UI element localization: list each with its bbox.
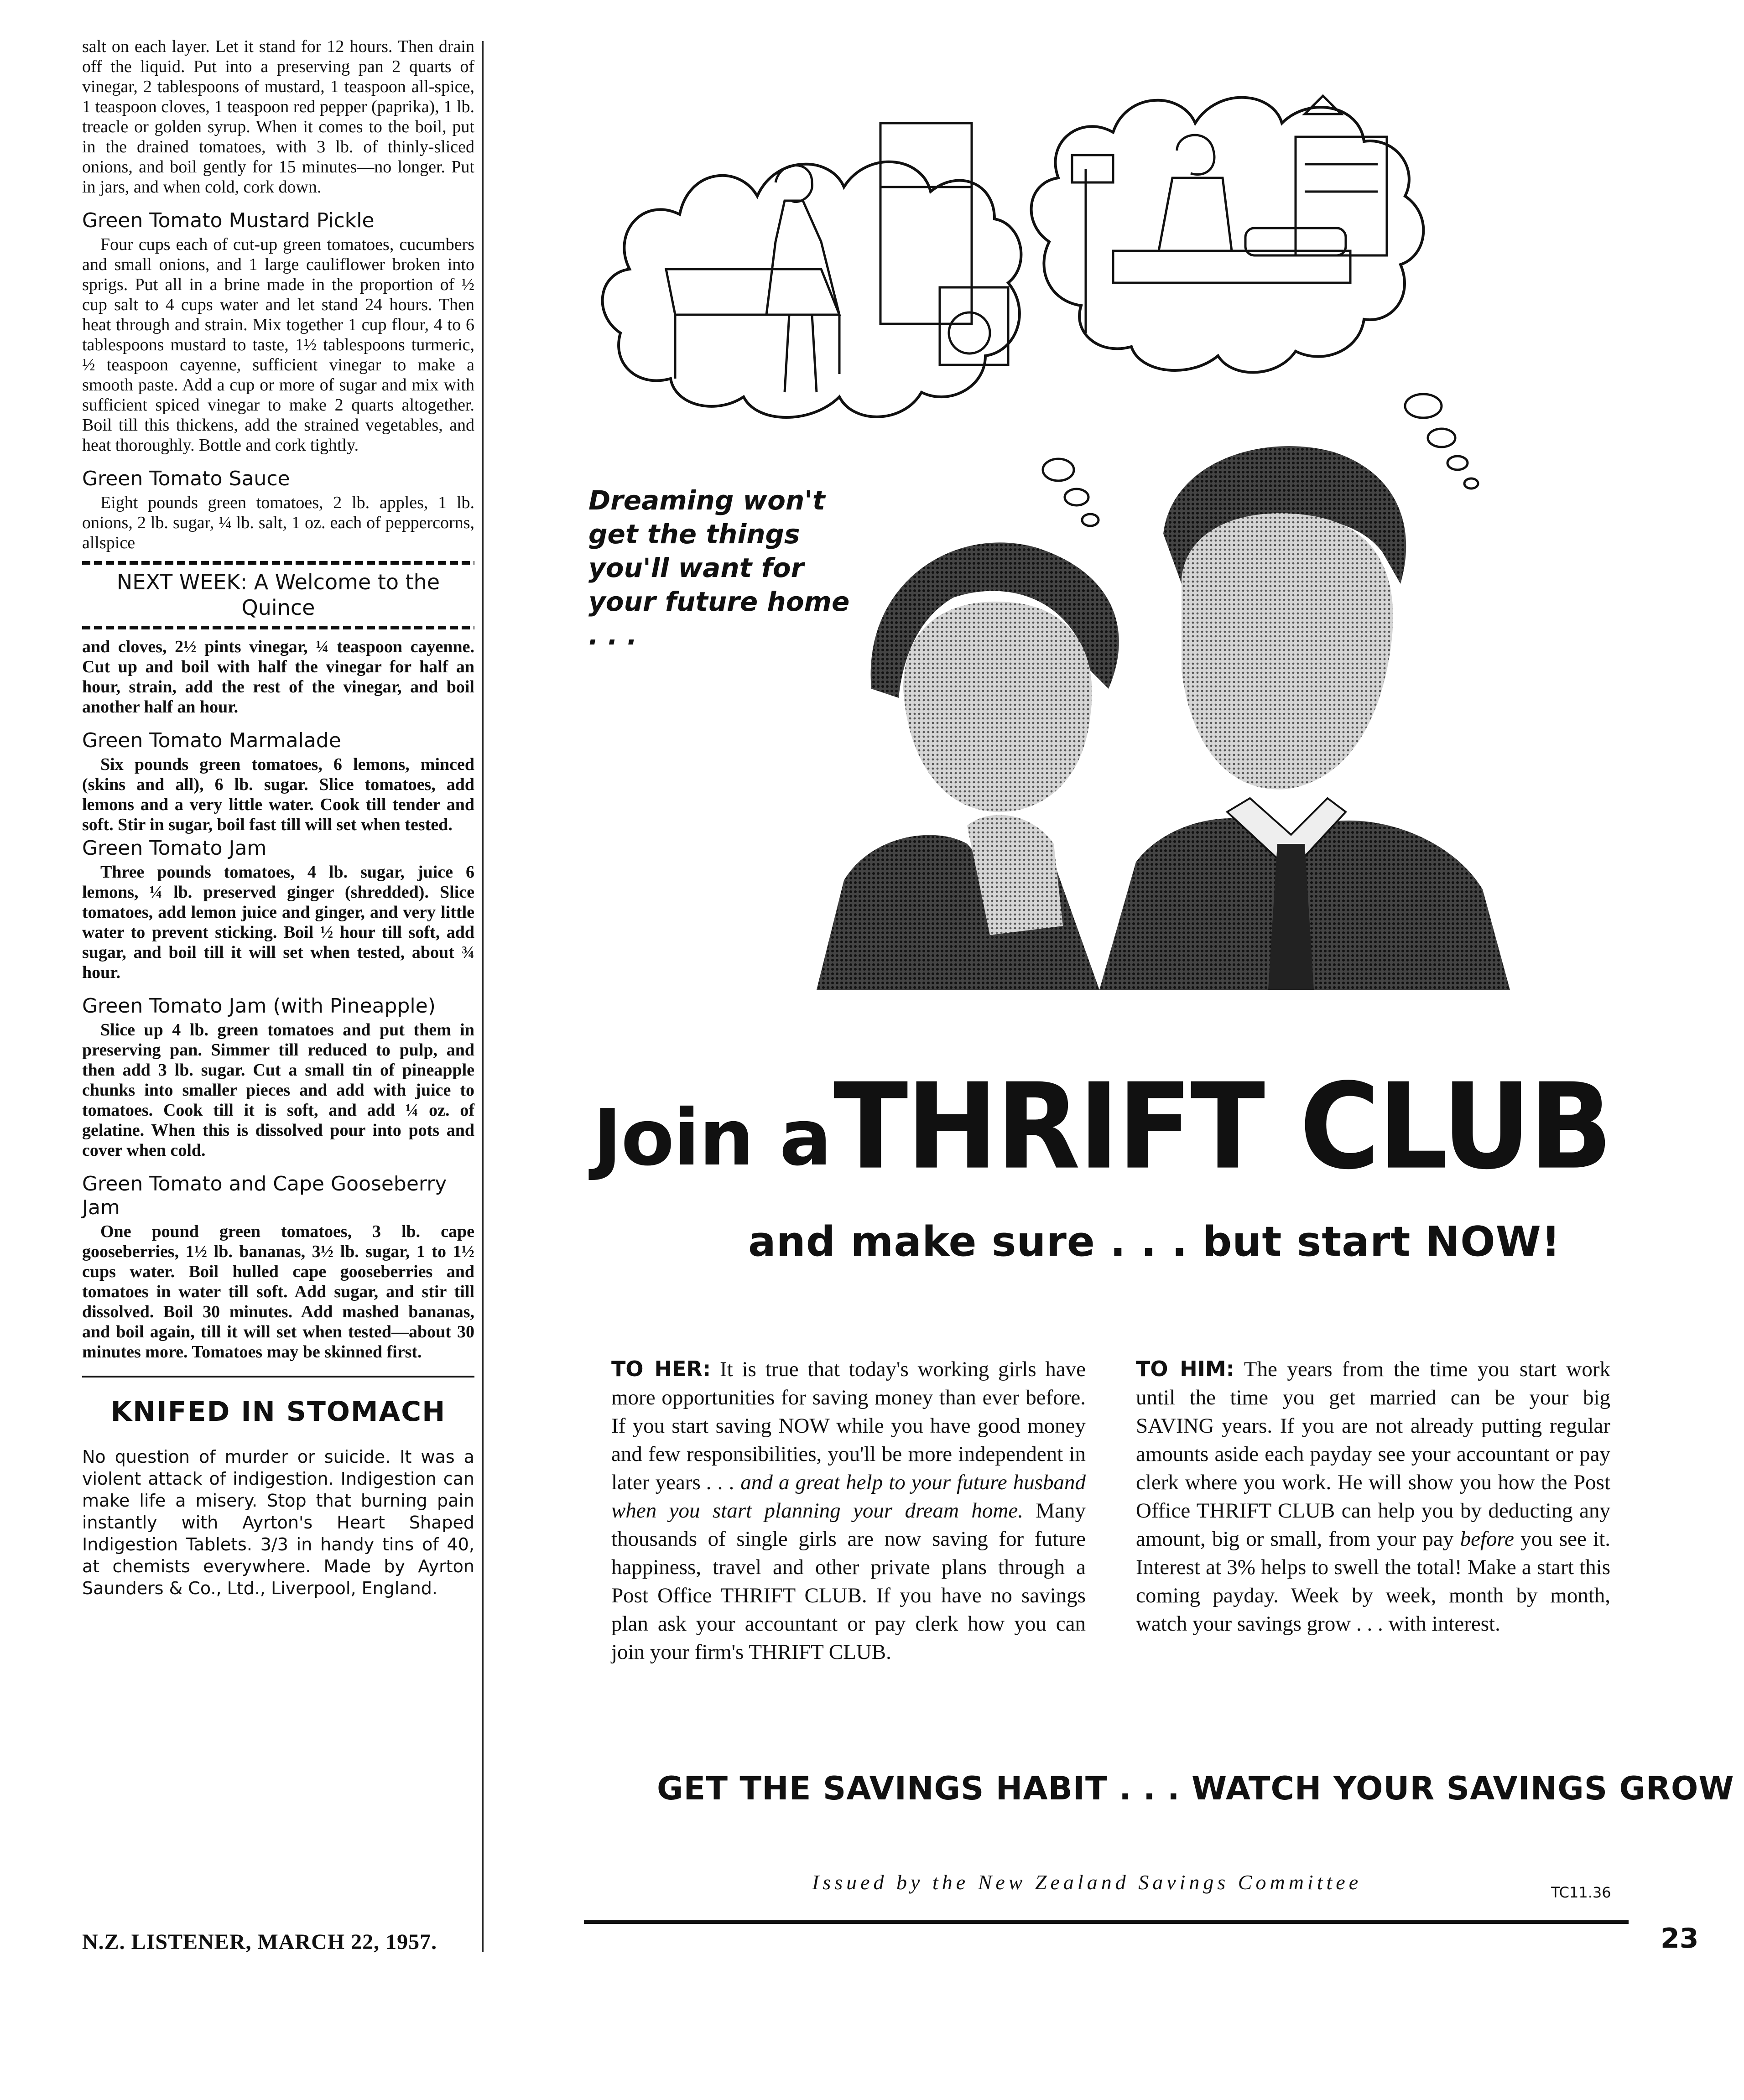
to-her-text-a: It is true that today's working girls have more opportunities for saving money than ever before. If you start saving NOW while you have good money and few responsibilities, you'll be more independent in later years: [611, 1357, 1086, 1494]
workshop-thought-cloud: [1031, 98, 1424, 373]
issued-by-line: Issued by the New Zealand Savings Committee: [812, 1871, 1362, 1894]
recipe-gooseberry-text: One pound green tomatoes, 3 lb. cape gooseberries, 1½ lb. bananas, 3½ lb. sugar, 1 to 1½ cups water. Boil hulled cape gooseberries and tomatoes in water till soft. Add sugar, and stir till dissolved. Boil 30 minutes. Add mashed bananas, and boil again, till it will set when tested—about 30 minutes more. Tomatoes may be skinned first.: [82, 1222, 474, 1362]
recipe-sauce-text-b: and cloves, 2½ pints vinegar, ¼ teaspoon cayenne. Cut up and boil with half the vinegar for half an hour, strain, add the rest of the vinegar, and boil another half an hour.: [82, 637, 474, 717]
ad-bottom-rule: [584, 1920, 1629, 1924]
dream-caption: Dreaming won't get the things you'll want for your future home . . .: [588, 485, 850, 651]
to-him-text-a: The years from the time you start work until the time you get married can be your big SAVING years. If you are not already putting regular amounts aside each payday see your accountant or pay clerk where you work. He will show you how the Post Office THRIFT CLUB can help you by deducting any amount, big or small, from your pay: [1136, 1357, 1611, 1551]
couple-portrait-photo: [817, 433, 1524, 990]
small-ad-text: No question of murder or suicide. It was a violent attack of indigestion. Indigestion can make life a misery. Stop that burning pain instantly with Ayrton's Heart Shaped Indigestion Tablets. 3/3 in handy tins of 40, at chemists everywhere. Made by Ayrton Saunders & Co., Ltd., Liverpool, England.: [82, 1447, 474, 1598]
to-him-text-b: you see it. Interest at 3% helps to swell the total! Make a start this coming payday. Week by week, month by month, watch your savings grow . . . with interest.: [1136, 1527, 1611, 1636]
next-week-banner: NEXT WEEK: A Welcome to the Quince: [82, 563, 474, 627]
column-rule: [482, 41, 484, 1952]
recipe-sauce-title: Green Tomato Sauce: [82, 467, 290, 490]
recipe-mustard-pickle-title: Green Tomato Mustard Pickle: [82, 209, 375, 232]
recipe-gooseberry-title: Green Tomato and Cape Gooseberry Jam: [82, 1172, 447, 1219]
small-ad-title: KNIFED IN STOMACH: [110, 1396, 446, 1428]
headline-thrift-club: THRIFT CLUB: [833, 1057, 1611, 1196]
recipe-marmalade-text: Six pounds green tomatoes, 6 lemons, minced (skins and all), 6 lb. sugar. Slice tomatoes, add lemons and a very little water. Cook till tender and soft. Stir in sugar, boil fast till will set when tested.: [82, 755, 474, 834]
man-face: [1182, 513, 1393, 790]
recipe-sauce-text-a: Eight pounds green tomatoes, 2 lb. apples, 1 lb. onions, 2 lb. sugar, ¼ lb. salt, 1 oz. each of peppercorns, allspice: [82, 493, 474, 552]
to-her-lead: TO HER:: [611, 1357, 711, 1381]
woman-face: [903, 602, 1092, 812]
to-him-column: [1136, 1355, 1610, 1638]
savings-slogan: GET THE SAVINGS HABIT . . . WATCH YOUR SAVINGS GROW: [657, 1770, 1734, 1807]
ad-code: TC11.36: [1551, 1884, 1611, 1901]
thrift-club-advertisement: [584, 78, 1734, 1916]
recipe-marmalade-title: Green Tomato Marmalade: [82, 729, 341, 752]
to-her-text-b: Many thousands of single girls are now saving for future happiness, travel and other private plans through a Post Office THRIFT CLUB. If you have no savings plan ask your accountant or pay clerk how you can join your firm's THRIFT CLUB.: [611, 1499, 1086, 1664]
to-her-column: [611, 1355, 1086, 1666]
recipe-column: [82, 36, 474, 1943]
page-number: 23: [1661, 1923, 1699, 1954]
kitchen-thought-cloud: [603, 162, 1021, 417]
to-him-text-italic: before: [1460, 1527, 1514, 1551]
to-her-text-italic: . . . and a great help to your future husband when you start planning your dream home.: [611, 1471, 1086, 1523]
recipe-pineapple-text: Slice up 4 lb. green tomatoes and put them in preserving pan. Simmer till reduced to pulp, and then add 3 lb. sugar. Cut a small tin of pineapple chunks into smaller pieces and add with juice to tomatoes. Cook till it is soft, and add ¼ oz. of gelatine. When this is dissolved pour into pots and cover when cold.: [82, 1020, 474, 1160]
publication-footer: N.Z. LISTENER, MARCH 22, 1957.: [82, 1930, 437, 1954]
recipe-jam-title: Green Tomato Jam: [82, 837, 267, 860]
subheadline: and make sure . . . but start NOW!: [748, 1218, 1561, 1266]
recipe-intro-text: salt on each layer. Let it stand for 12 hours. Then drain off the liquid. Put into a preserving pan 2 quarts of vinegar, 2 tablespoons of mustard, 1 teaspoon all-spice, 1 teaspoon cloves, 1 teaspoon red pepper (paprika), 1 lb. treacle or golden syrup. When it comes to the boil, put in the drained tomatoes, with 3 lb. of thinly-sliced onions, and boil gently for 15 minutes—no longer. Put in jars, and when cold, cork down.: [82, 37, 474, 197]
headline-join: Join a: [593, 1093, 831, 1183]
section-divider: [82, 1376, 474, 1377]
recipe-pineapple-title: Green Tomato Jam (with Pineapple): [82, 994, 436, 1018]
recipe-jam-text: Three pounds tomatoes, 4 lb. sugar, juice 6 lemons, ¼ lb. preserved ginger (shredded). Slice tomatoes, add lemon juice and ginger, and very little water to prevent sticking. Boil ½ hour till soft, add sugar, and boil till it will set when tested, about ¾ hour.: [82, 863, 474, 982]
recipe-mustard-pickle-text: Four cups each of cut-up green tomatoes, cucumbers and small onions, and 1 large cauliflower broken into sprigs. Put all in a brine made in the proportion of ½ cup salt to 4 cups water and let stand 24 hours. Then heat through and strain. Mix together 1 cup flour, 4 to 6 tablespoons mustard to taste, 1½ tablespoons turmeric, ½ teaspoon cayenne, sufficient vinegar to make a smooth paste. Add a cup or more of sugar and mix with sufficient spiced vinegar to make 2 quarts altogether. Boil till this thickens, add the strained vegetables, and heat thoroughly. Bottle and cork tightly.: [82, 235, 474, 455]
thrift-club-headline: [593, 1057, 1633, 1196]
to-him-lead: TO HIM:: [1136, 1357, 1235, 1381]
